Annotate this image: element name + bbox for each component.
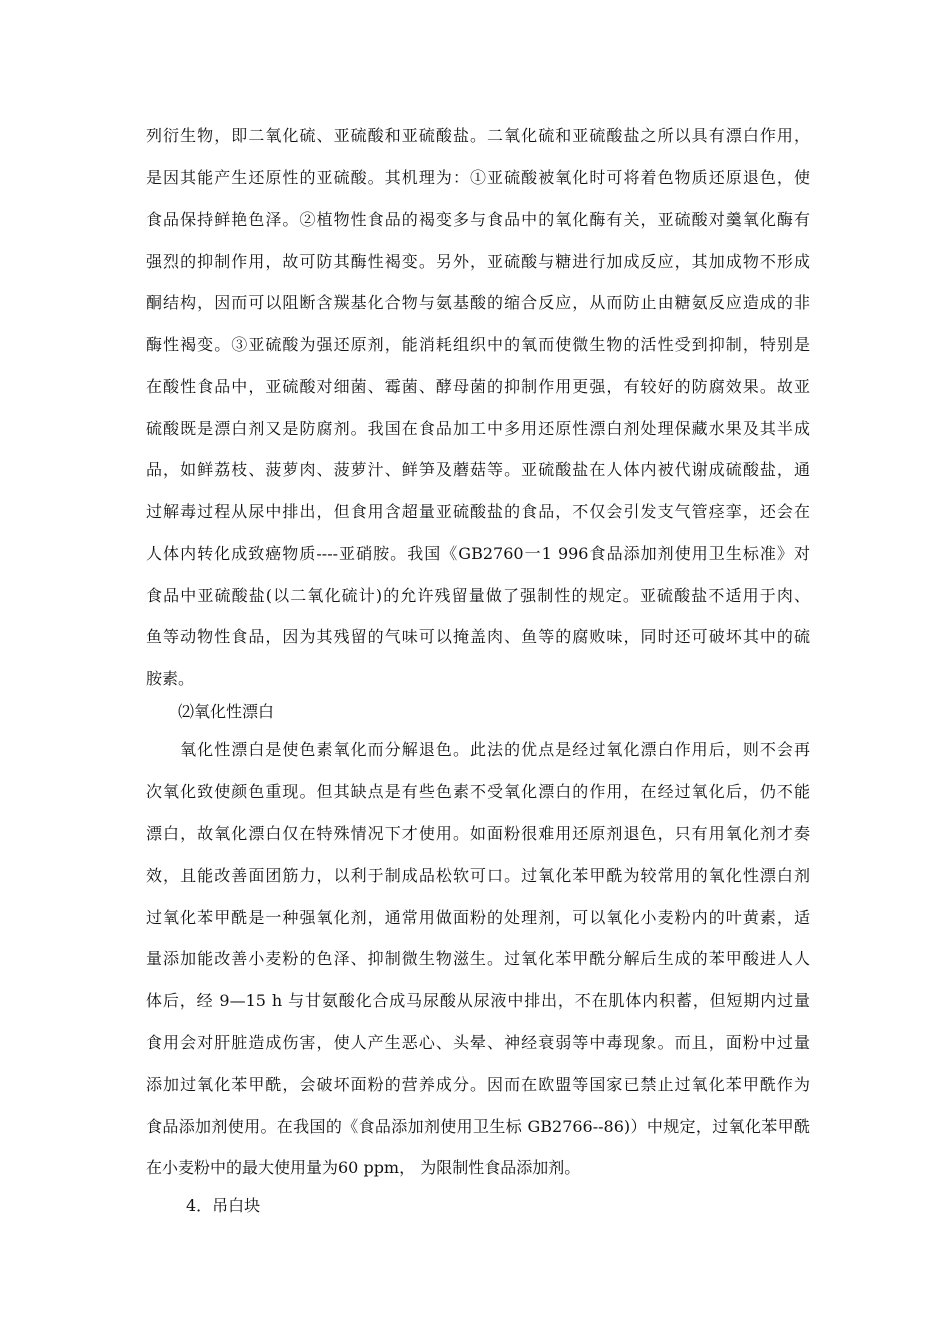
text-line: 在酸性食品中，亚硫酸对细菌、霉菌、酵母菌的抑制作用更强，有较好的防腐效果。故亚 [146, 377, 810, 396]
text-line: 次氧化致使颜色重现。但其缺点是有些色素不受氧化漂白的作用，在经过氧化后，仍不能 [146, 782, 810, 801]
text-line: 列衍生物，即二氧化硫、亚硫酸和亚硫酸盐。二氧化硫和亚硫酸盐之所以具有漂白作用， [146, 126, 810, 145]
section-heading: ⑵氧化性漂白 [178, 702, 275, 721]
text-line: 人体内转化成致癌物质----亚硝胺。我国《GB2760一1 996食品添加剂使用卫生标准》对 [146, 544, 810, 563]
text-line: 食品保持鲜艳色泽。②植物性食品的褐变多与食品中的氧化酶有关，亚硫酸对羹氧化酶有 [146, 210, 810, 229]
text-line: 鱼等动物性食品，因为其残留的气味可以掩盖肉、鱼等的腐败味，同时还可破坏其中的硫 [146, 627, 810, 646]
text-line: 强烈的抑制作用，故可防其酶性褐变。另外，亚硫酸与糖进行加成反应，其加成物不形成 [146, 252, 810, 271]
text-line: 量添加能改善小麦粉的色泽、抑制微生物滋生。过氧化苯甲酰分解后生成的苯甲酸进人人 [146, 949, 810, 968]
text-line: 胺素。 [146, 669, 195, 688]
text-line: 食用会对肝脏造成伤害，使人产生恶心、头晕、神经衰弱等中毒现象。而且，面粉中过量 [146, 1033, 810, 1052]
text-line: 食品添加剂使用。在我国的《食品添加剂使用卫生标 GB2766--86)）中规定，过氧化苯甲酰 [146, 1117, 810, 1136]
text-line: 过解毒过程从尿中排出，但食用含超量亚硫酸盐的食品，不仅会引发支气管痉挛，还会在 [146, 502, 810, 521]
text-line: 品，如鲜荔枝、菠萝肉、菠萝汁、鲜笋及蘑菇等。亚硫酸盐在人体内被代谢成硫酸盐，通 [146, 460, 810, 479]
text-line: 酮结构，因而可以阻断含羰基化合物与氨基酸的缩合反应，从而防止由糖氨反应造成的非 [146, 293, 810, 312]
section-heading: 4．吊白块 [186, 1196, 261, 1215]
text-line: 酶性褐变。③亚硫酸为强还原剂，能消耗组织中的氧而使微生物的活性受到抑制，特别是 [146, 335, 810, 354]
text-line: 是因其能产生还原性的亚硫酸。其机理为：①亚硫酸被氧化时可将着色物质还原退色，使 [146, 168, 810, 187]
text-line: 氧化性漂白是使色素氧化而分解退色。此法的优点是经过氧化漂白作用后，则不会再 [146, 740, 810, 759]
text-line: 在小麦粉中的最大使用量为60 ppm， 为限制性食品添加剂。 [146, 1158, 581, 1177]
text-line: 食品中亚硫酸盐(以二氧化硫计)的允许残留量做了强制性的规定。亚硫酸盐不适用于肉、 [146, 586, 810, 605]
text-line: 过氧化苯甲酰是一种强氧化剂，通常用做面粉的处理剂，可以氧化小麦粉内的叶黄素，适 [146, 908, 810, 927]
text-line: 体后，经 9—15 h 与甘氨酸化合成马尿酸从尿液中排出，不在肌体内积蓄，但短期内过量 [146, 991, 810, 1010]
text-line: 硫酸既是漂白剂又是防腐剂。我国在食品加工中多用还原性漂白剂处理保藏水果及其半成 [146, 419, 810, 438]
text-line: 漂白，故氧化漂白仅在特殊情况下才使用。如面粉很难用还原剂退色，只有用氧化剂才奏 [146, 824, 810, 843]
text-line: 添加过氧化苯甲酰，会破坏面粉的营养成分。因而在欧盟等国家已禁止过氧化苯甲酰作为 [146, 1075, 810, 1094]
text-line: 效，且能改善面团筋力，以利于制成品松软可口。过氧化苯甲酰为较常用的氧化性漂白剂 [146, 866, 810, 885]
